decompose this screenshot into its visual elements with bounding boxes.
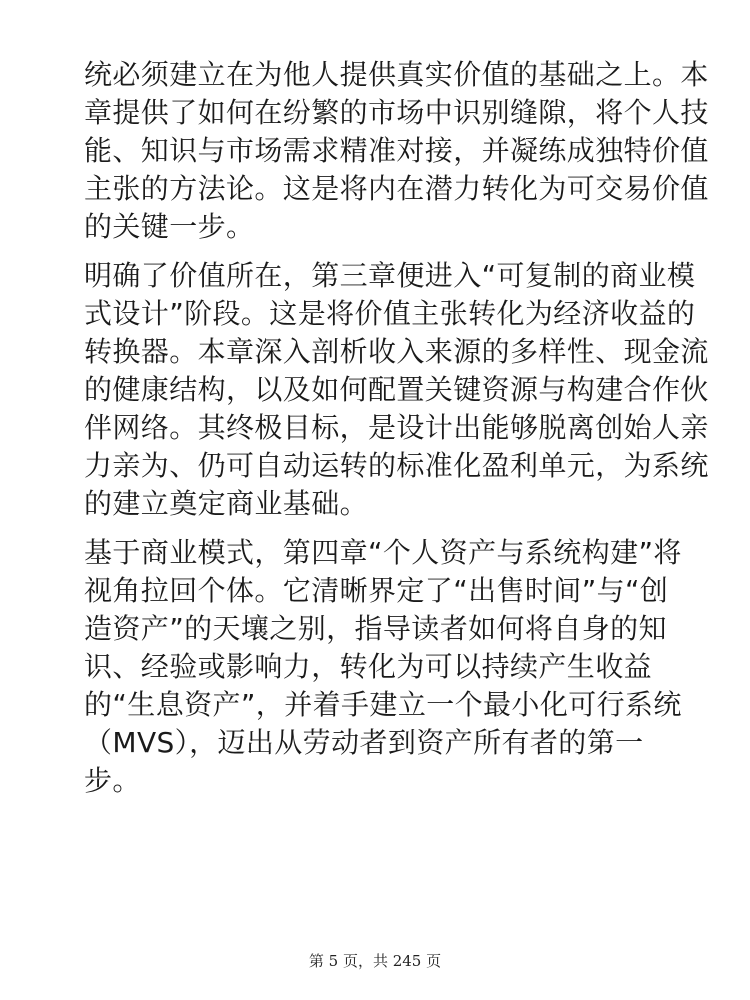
text-line: 力亲为、仍可自动运转的标准化盈利单元，为系统 xyxy=(84,449,709,482)
page-number-footer: 第 5 页，共 245 页 xyxy=(308,952,442,970)
text-line: 造资产”的天壤之别，指导读者如何将自身的知 xyxy=(84,612,667,645)
text-line: 明确了价值所在，第三章便进入“可复制的商业模 xyxy=(84,259,696,292)
body-text xyxy=(84,56,709,811)
text-line: 识、经验或影响力，转化为可以持续产生收益 xyxy=(84,650,653,683)
text-line: 的建立奠定商业基础。 xyxy=(84,487,369,520)
text-line: 的“生息资产”，并着手建立一个最小化可行系统 xyxy=(84,688,682,721)
text-line: 能、知识与市场需求精准对接，并凝练成独特价值 xyxy=(84,134,709,167)
text-line: 基于商业模式，第四章“个人资产与系统构建”将 xyxy=(84,536,682,569)
text-line: 的健康结构，以及如何配置关键资源与构建合作伙 xyxy=(84,373,709,406)
text-line: 式设计”阶段。这是将价值主张转化为经济收益的 xyxy=(84,297,696,330)
text-line: 伴网络。其终极目标，是设计出能够脱离创始人亲 xyxy=(84,411,709,444)
text-line: 步。 xyxy=(84,764,141,797)
paragraph xyxy=(84,56,709,246)
text-line: 的关键一步。 xyxy=(84,210,255,243)
text-line: 主张的方法论。这是将内在潜力转化为可交易价值 xyxy=(84,172,709,205)
text-line: （MVS），迈出从劳动者到资产所有者的第一 xyxy=(84,726,644,759)
text-line: 视角拉回个体。它清晰界定了“出售时间”与“创 xyxy=(84,574,669,607)
text-line: 转换器。本章深入剖析收入来源的多样性、现金流 xyxy=(84,335,709,368)
text-line: 章提供了如何在纷繁的市场中识别缝隙，将个人技 xyxy=(84,96,709,129)
text-line: 统必须建立在为他人提供真实价值的基础之上。本 xyxy=(84,58,709,91)
paragraph xyxy=(84,534,682,800)
paragraph xyxy=(84,257,709,523)
